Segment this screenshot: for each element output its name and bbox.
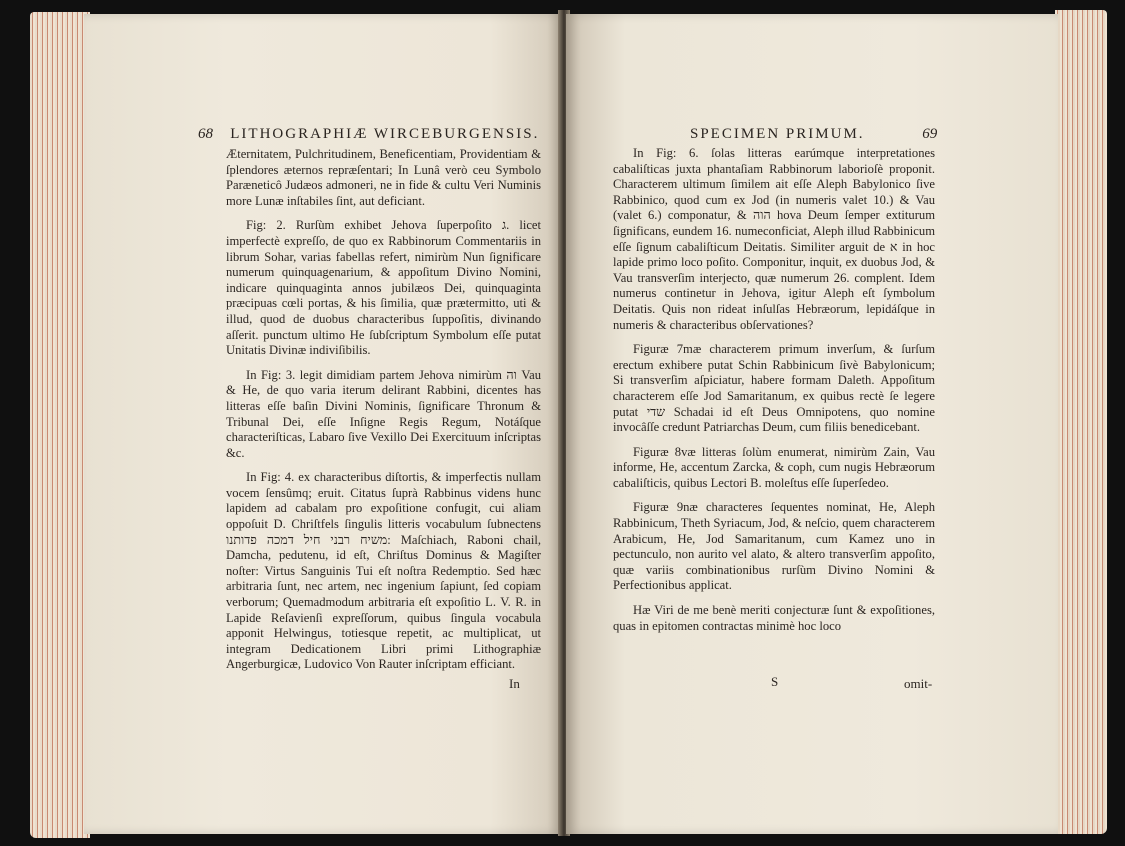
right-paragraph-3: Figuræ 8væ litteras ſolùm enumerat, nimirùm Zain, Vau informe, He, accentum Zarcka, & coph, cum nugis Hebræorum cabaliſticis, quibus Lectori B. moleſtus eſſe ſuperſedeo. — [613, 444, 935, 490]
left-running-title: LITHOGRAPHIÆ WIRCEBURGENSIS. — [230, 126, 540, 142]
right-page-edges — [1055, 10, 1107, 834]
right-page — [566, 14, 1058, 834]
right-running-title: SPECIMEN PRIMUM. — [690, 126, 865, 142]
left-text-block — [226, 147, 541, 673]
left-paragraph-2: Fig: 2. Rurſùm exhibet Jehova ſuperpoſito ג. licet imperfectè expreſſo, de quo ex Rabbinorum Commentariis in librum Sohar, varias fabellas refert, nimirùm Nun ſignificare numerum quinquagenarium, & appoſitum Divino Nomini, indicare quinquaginta annos jubilæos Dei, quinquaginta præcipuas cœli portas, & his ſimilia, quæ prætermitto, uti & illud, quod de duobus characteribus ſuppoſitis, divinando aſſerit. punctum ultimo He ſubſcriptum Symbolum eſſe putat Unitatis Divinæ indiviſibilis. — [226, 218, 541, 358]
left-paragraph-4: In Fig: 4. ex characteribus diſtortis, & imperfectis nullam vocem ſensûmq; eruit. Citatus ſuprà Rabbinus videns hunc lapidem ad cabalam pro expoſitione confugit, cui aliam oppoſuit D. Chriſtfels ſingulis litteris vocabulum ſubnectens משיח רבני חיל דמכה פדותנו: Maſchiach, Raboni chail, Damcha, pedutenu, id eſt, Chriſtus Dominus & Magiſter noſter: Virtus Sanguinis Tui eſt noſtra Redemptio. Sed hæc arbitraria ſunt, nec artem, nec ingenium ſapiunt, ſed copiam verborum; Quemadmodum arbitraria eſt expoſitio L. V. R. in Lapide Reſavienſi expreſſorum, quibus ſingula vocabula apponit Helwingus, totiesque repetit, ac multiplicat, ut integram Dedicationem Libri primi Lithographiæ Angerburgicæ, Ludovico Von Rauter inſcriptam efficiant. — [226, 470, 541, 672]
right-paragraph-5: Hæ Viri de me benè meriti conjecturæ ſunt & expoſitiones, quas in epitomen contractas minimè hoc loco — [613, 603, 935, 633]
right-running-head — [690, 126, 937, 143]
right-paragraph-1: In Fig: 6. ſolas litteras earúmque interpretationes cabaliſticas juxta phantaſiam Rabbinorum laborioſè proponit. Characterem ultimum ſimilem ait eſſe Aleph Babylonico ſive Rabbinico, quod cum ex Jod (in numeris valet 10.) & Vau (valet 6.) componatur, & הוה hova Deum ſemper extiturum ſignificans, eundem 16. numeconficiat, Aleph illud Rabbinicum eſſe ſignum cabaliſticum Deitatis. Similiter arguit de א in hoc lapide primo loco poſito. Componitur, inquit, ex duobus Jod, & Vau transverſim interjecto, quæ numerum 26. complent. Idem numerus continetur in Jehova, igitur Aleph eſt ſymbolum Deitatis. Quis non rideat inſulſas Hebræorum, lepidáſque in numeris & characteribus obſervationes? — [613, 146, 936, 332]
left-page-edges — [30, 12, 90, 838]
right-catchword: omit- — [904, 676, 933, 691]
right-paragraph-4: Figuræ 9næ characteres ſequentes nominat, He, Aleph Rabbinicum, Theth Syriacum, Jod, & neſcio, quem characterem Arabicum, He, Jod Samaritanum, cum Kamez uno in pectunculo, non aurito vel alato, & altero transverſim appoſito, quæ variis combinationibus rurſùm Divino Nomini & Perfectionibus applicat. — [613, 500, 935, 593]
left-paragraph-1: Æternitatem, Pulchritudinem, Beneficentiam, Providentiam & ſplendores æternos repræſentari; In Lunâ verò ceu Symbolo Paræneticô Judæos admoneri, ne in fide & cultu Veri Numinis more Lunæ inſtabiles ſint, aut deficiant. — [226, 147, 541, 208]
left-paragraph-3: In Fig: 3. legit dimidiam partem Jehova nimirùm וה Vau & He, de quo varia iterum delirant Rabbini, dicentes has litteras eſſe baſin Divini Nominis, ſignificare Thronum & Tribunal Dei, eſſe Inſigne Regis Regum, Notáſque characteriſticas, Labaro ſive Vexillo Dei Exercituum inſcriptas &c. — [226, 367, 541, 460]
right-page-number: 69 — [922, 126, 938, 142]
left-page — [84, 14, 562, 834]
left-catchword: In — [509, 676, 520, 691]
right-paragraph-2: Figuræ 7mæ characterem primum inverſum, & ſurſum erectum exhibere putat Schin Rabbinicum ſivè Babylonicum; Si transverſim aſpiciatur, habere formam Daleth. Appoſitum characterem eſſe Jod Samaritanum, ex quibus rectè ſe legere putat שדי Schadai id eſt Deus Omnipotens, quo nomine invocâſſe credunt Patriarchas Deum, cum filiis benedicebant. — [613, 342, 935, 435]
left-page-number: 68 — [198, 126, 213, 142]
signature-mark: S — [771, 674, 779, 689]
right-text-block — [613, 146, 935, 634]
left-running-head — [198, 126, 539, 143]
